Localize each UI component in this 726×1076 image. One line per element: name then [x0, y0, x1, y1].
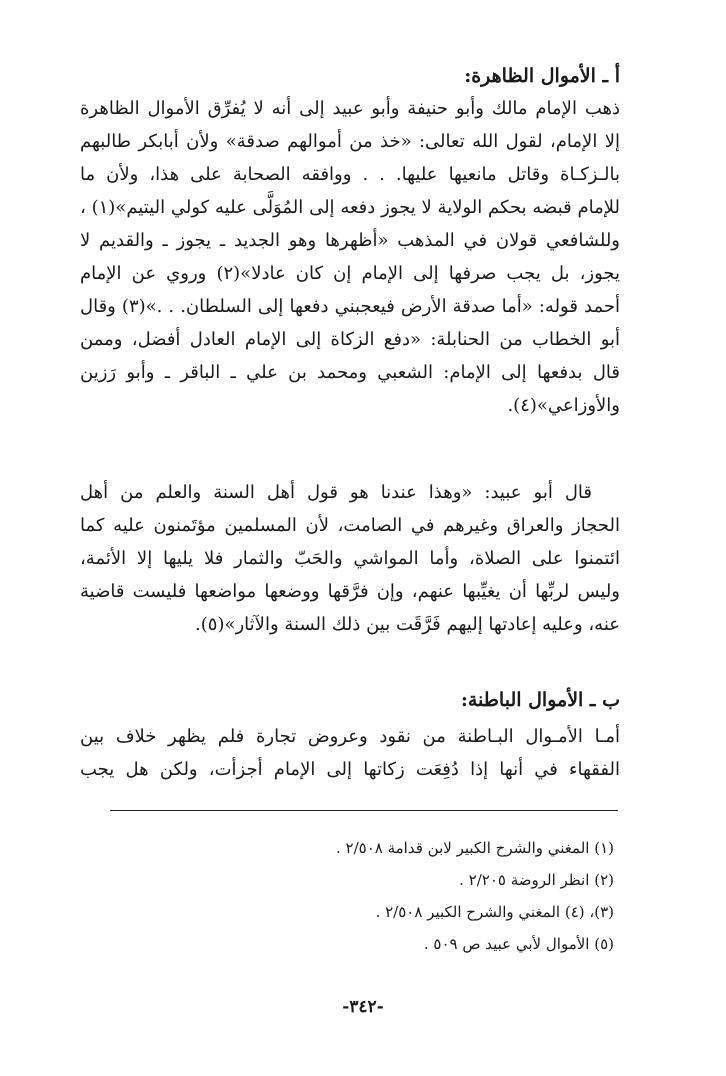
- text-line: الفقهاء في أنها إذا دُفِعَت زكاتها إلى الإمام أجزأت، ولكن هل يجب: [80, 759, 620, 780]
- text-line: أحمد قوله: «أما صدقة الأرض فيعجبني دفعها إلى السلطان. . .»(٣) وقال: [80, 296, 620, 317]
- footnote: (٢) انظر الروضة ٢/٢٠٥ .: [459, 871, 614, 889]
- footnote: (٣)، (٤) المغني والشرح الكبير ٢/٥٠٨ .: [375, 903, 614, 921]
- quote-paragraph: [80, 476, 620, 641]
- section-b-heading: ب ـ الأموال الباطنة:: [460, 689, 620, 711]
- footnote: (٥) الأموال لأبي عبيد ص ٥٠٩ .: [423, 935, 614, 953]
- text-line: الحجاز والعراق وغيرهم في الصامت، لأن المسلمين مؤتَمنون عليه كما: [80, 515, 620, 536]
- text-line: ذهب الإمام مالك وأبو حنيفة وأبو عبيد إلى أنه لا يُفرِّق الأموال الظاهرة: [80, 98, 620, 119]
- footnote: (١) المغني والشرح الكبير لابن قدامة ٢/٥٠٨ .: [336, 839, 614, 857]
- text-line: أبو الخطاب من الحنابلة: «دفع الزكاة إلى الإمام العادل أفضل، وممن: [80, 329, 620, 350]
- text-line: وليس لربِّها أن يغيِّبها عنهم، وإن فرَّقها ووضعها مواضعها فليست قاضية: [80, 581, 620, 602]
- text-line: والأوزاعي»(٤).: [507, 395, 620, 416]
- text-line: قال أبو عبيد: «وهذا عندنا هو قول أهل السنة والعلم من أهل: [80, 482, 592, 503]
- section-a-paragraph: [80, 92, 620, 422]
- section-b-paragraph: [80, 720, 620, 786]
- text-line: للإمام قبضه بحكم الولاية لا يجوز دفعه إلى المُوَلَّى عليه كولي اليتيم»(١) ،: [80, 197, 620, 218]
- text-line: ائتمنوا على الصلاة، وأما المواشي والحَبّ والثمار فلا يليها إلا الأئمة،: [80, 548, 620, 569]
- text-line: قال بدفعها إلى الإمام: الشعبي ومحمد بن علي ـ الباقر ـ وأبو رَزين: [80, 362, 620, 383]
- section-a-heading: أ ـ الأموال الظاهرة:: [464, 65, 620, 87]
- page-number: -٣٤٢-: [342, 997, 384, 1017]
- text-line: يجوز، بل يجب صرفها إلى الإمام إن كان عادلا»(٢) وروي عن الإمام: [80, 263, 620, 284]
- text-line: أمـا الأمـوال البـاطنة من نقود وعروض تجارة فلم يظهر خلاف بين: [80, 726, 620, 747]
- footnote-divider: [110, 810, 618, 811]
- text-line: عنه، وعليه إعادتها إليهم فَرَّقَت بين ذلك السنة والآثار»(٥).: [195, 614, 620, 635]
- text-line: إلا الإمام، لقول الله تعالى: «خذ من أموالهم صدقة» ولأن أبابكر طالبهم: [80, 131, 620, 152]
- text-line: بالـزكـاة وقاتل مانعيها عليها. . . ووافقه الصحابة على هذا، ولأن ما: [80, 164, 620, 185]
- text-line: وللشافعي قولان في المذهب «أظهرها وهو الجديد ـ يجوز ـ والقديم لا: [80, 230, 620, 251]
